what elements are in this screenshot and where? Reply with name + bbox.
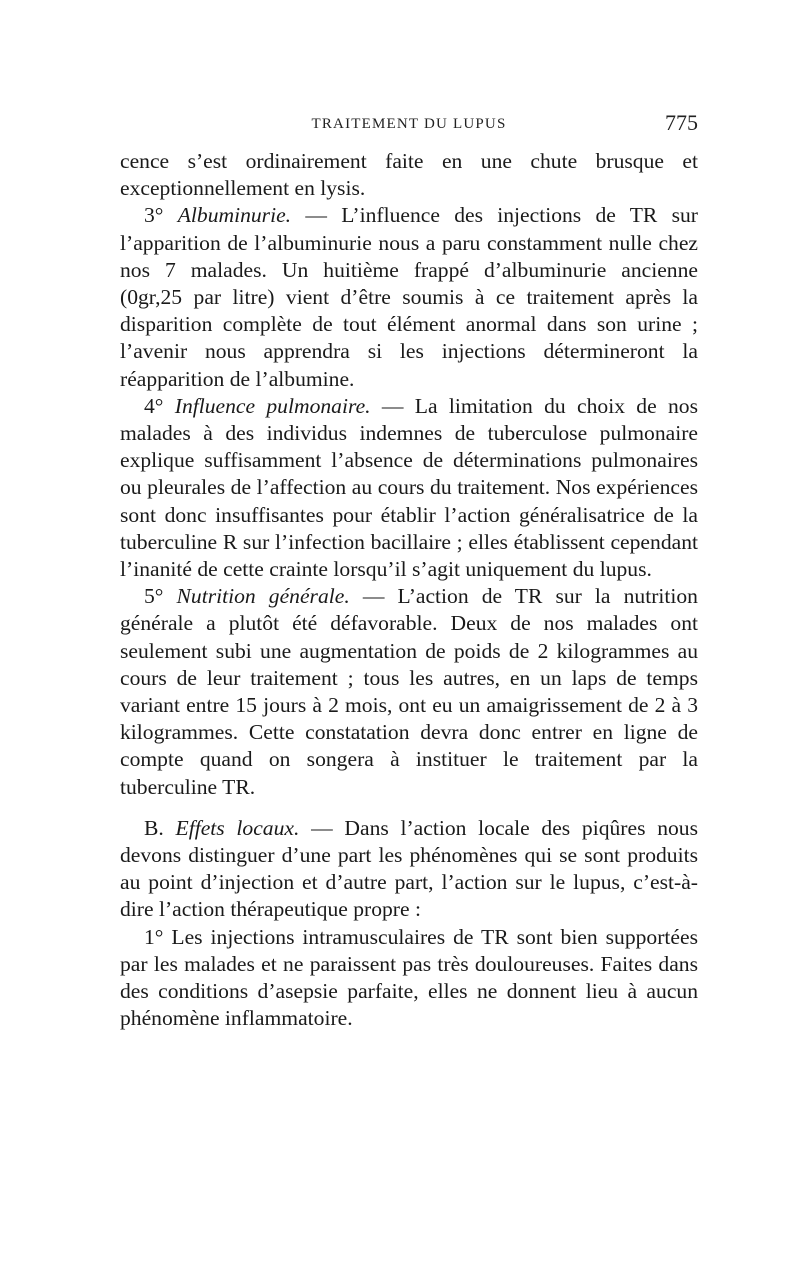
- book-page: [120, 108, 698, 1033]
- paragraph-text: — L’influence des injections de TR sur l’apparition de l’albuminurie nous a paru constamment nulle chez nos 7 malades. Un huitième frappé d’albuminurie ancienne (0gr,25 par litre) vient d’être soumis à ce traitement après la disparition complète de tout élément anormal dans son urine ; l’avenir nous apprendra si les injections détermineront la réapparition de l’albumine.: [120, 203, 698, 391]
- paragraph-text: — La limitation du choix de nos malades à des individus indemnes de tuberculose pulmonaire explique suffisamment l’absence de déterminations pulmonaires ou pleurales de l’affection au cours du traitement. Nos expériences sont donc insuffisantes pour établir l’action généralisatrice de la tuberculine R sur l’infection bacillaire ; elles établissent cependant l’inanité de cette crainte lorsqu’il s’agit uniquement du lupus.: [120, 393, 698, 582]
- paragraph-number: 4°: [144, 393, 175, 418]
- running-head: [120, 108, 698, 148]
- paragraph-text: cence s’est ordinairement faite en une chute brusque et exceptionnellement en lysis.: [120, 149, 698, 201]
- paragraph-heading: Albuminurie.: [177, 203, 292, 228]
- paragraph-heading: Effets locaux.: [175, 815, 300, 840]
- running-title: TRAITEMENT DU LUPUS: [311, 116, 507, 132]
- paragraph-albuminurie: [120, 202, 698, 392]
- page-number: 775: [665, 110, 698, 135]
- paragraph-text: Les injections intramusculaires de TR sont bien supportées par les malades et ne paraissent pas très douloureuses. Faites dans des conditions d’asepsie parfaite, elles ne donnent lieu à aucun phénomène inflammatoire.: [120, 924, 698, 1031]
- paragraph-heading: Influence pulmonaire.: [174, 393, 371, 418]
- paragraph-number: 5°: [144, 584, 177, 609]
- paragraph-text: — L’action de TR sur la nutrition générale a plutôt été défavorable. Deux de nos malades ont seulement subi une augmentation de poids de 2 kilogrammes au cours de leur traitement ; tous les autres, en un laps de temps variant entre 15 jours à 2 mois, ont eu un amaigrissement de 2 à 3 kilogrammes. Cette constatation devra donc entrer en ligne de compte quand on songera à instituer le traitement par la tuberculine TR.: [120, 584, 698, 799]
- paragraph-nutrition-generale: [120, 583, 698, 801]
- section-letter: B.: [144, 815, 176, 840]
- paragraph-continuation: [120, 148, 698, 202]
- paragraph-number: 1°: [144, 924, 172, 949]
- paragraph-influence-pulmonaire: [120, 393, 698, 583]
- paragraph-effets-locaux: [120, 815, 698, 924]
- paragraph-heading: Nutrition générale.: [176, 584, 350, 609]
- paragraph-injections: [120, 924, 698, 1033]
- paragraph-number: 3°: [144, 203, 178, 228]
- paragraph-text: — Dans l’action locale des piqûres nous devons distinguer d’une part les phénomènes qui se sont produits au point d’injection et d’autre part, l’action sur le lupus, c’est-à-dire l’action thérapeutique propre :: [120, 815, 698, 922]
- body-text: [120, 148, 698, 1033]
